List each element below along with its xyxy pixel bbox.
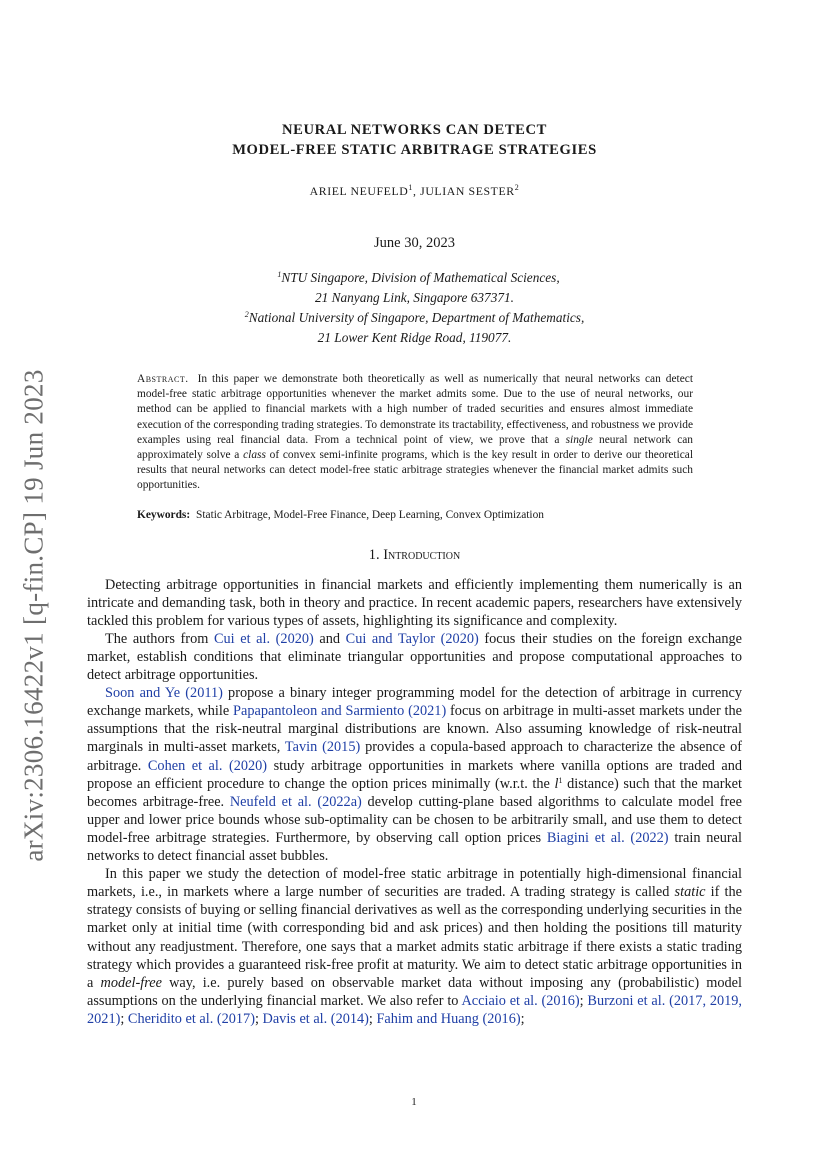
paragraph-text: train neural networks to detect financial asset bubbles. <box>87 829 742 865</box>
author-1: ARIEL NEUFELD <box>309 184 409 198</box>
citation-link[interactable]: Soon and Ye (2011) <box>105 685 223 702</box>
title-line-1: NEURAL NETWORKS CAN DETECT <box>282 122 547 138</box>
paragraph-text: ; <box>254 1010 263 1027</box>
citation-link[interactable]: Fahim and Huang (2016) <box>376 1010 521 1027</box>
citation-link[interactable]: Burzoni et al. (2017, 2019, 2021) <box>87 992 742 1027</box>
paragraph-text: focus their studies on the foreign exchange market, establish conditions that eliminate triangular opportunities and propose computational approaches to detect arbitrage opportunities. <box>87 630 742 684</box>
page-number: 1 <box>411 1096 417 1108</box>
abstract-label: Abstract. <box>137 373 189 385</box>
affiliation-1-text: NTU Singapore, Division of Mathematical Sciences, <box>281 270 560 285</box>
affiliation-1-line-2: 21 Nanyang Link, Singapore 637371. <box>315 290 514 305</box>
citation-link[interactable]: Cui and Taylor (2020) <box>345 630 479 647</box>
affiliation-1-mark: 1 <box>277 270 282 279</box>
paragraph-text: ; <box>579 992 588 1009</box>
emphasis-static: static <box>674 884 706 901</box>
paragraph-text: focus on arbitrage in multi-asset markets under the assumptions that the risk-neutral marginal distributions are known. Also assuming knowledge of risk-neutral marginals in multi-asset markets, <box>87 703 743 756</box>
keywords <box>137 509 693 521</box>
affiliation-2-line-2: 21 Lower Kent Ridge Road, 119077. <box>317 330 512 345</box>
paragraph-2 <box>87 630 742 684</box>
abstract-text-1: In this paper we demonstrate both theoretically as well as numerically that neural networks can detect model-free static arbitrage opportunities whenever the market admits some. Due to the use of neural networks, our method can be applied to financial markets with a high number of traded securities and ensures almost immediate execution of the corresponding trading strategies. To demonstrate its tractability, effectiveness, and robustness we provide examples using real financial data. From a technical point of view, we prove that a <box>137 373 693 446</box>
citation-link[interactable]: Cohen et al. (2020) <box>147 757 268 774</box>
keywords-text: Static Arbitrage, Model-Free Finance, Deep Learning, Convex Optimization <box>196 508 544 521</box>
citation-link[interactable]: Neufeld et al. (2022a) <box>229 793 362 810</box>
paragraph-1: Detecting arbitrage opportunities in financial markets and efficiently implementing them numerically is an intricate and demanding task, both in theory and practice. In recent academic papers, researchers have extensively tackled this problem for various types of assets, highlighting its significance and complexity. <box>87 576 742 629</box>
paper-date: June 30, 2023 <box>374 235 455 251</box>
paragraph-text: propose a binary integer programming model for the detection of arbitrage in currency exchange markets, while <box>87 685 742 720</box>
section-heading <box>87 547 742 564</box>
citation-link[interactable]: Papapantoleon and Sarmiento (2021) <box>233 703 447 720</box>
affiliation-2-line-1 <box>87 308 742 328</box>
citation-link[interactable]: Cheridito et al. (2017) <box>127 1010 255 1027</box>
paragraph-text: develop cutting-plane based algorithms to calculate model free upper and lower price bounds whose sub-optimality can be chosen to be arbitrarily small, and use them to detect model-free arbitrage strategies. Furthermore, by observing call option prices <box>87 793 742 846</box>
abstract-text-2: neural network can approximately solve a <box>137 433 694 462</box>
author-separator: , <box>413 184 421 198</box>
abstract-text-3: of convex semi-infinite programs, which is the key result in order to derive our theoretical results that neural networks can detect model-free static arbitrage strategies whenever the financial market admits such opportunities. <box>137 449 693 492</box>
intro-body <box>87 576 742 1028</box>
author-list <box>87 184 742 199</box>
paragraph-text: provides a copula-based approach to characterize the absence of arbitrage. <box>87 739 742 774</box>
citation-link[interactable]: Biagini et al. (2022) <box>546 829 669 846</box>
title-line-2: MODEL-FREE STATIC ARBITRAGE STRATEGIES <box>232 142 597 158</box>
math-l: l <box>554 775 559 792</box>
keywords-label: Keywords: <box>137 508 191 521</box>
abstract-em-class: class <box>243 449 266 462</box>
paragraph-text: way, i.e. purely based on observable market data without imposing any (probabilistic) model assumptions on the underlying financial market. We also refer to <box>87 974 743 1009</box>
affiliation-1-line-1 <box>91 268 746 288</box>
paragraph-text: study arbitrage opportunities in markets where vanilla options are traded and propose an efficient procedure to change the option prices minimally (w.r.t. the <box>87 757 742 792</box>
affiliations <box>87 268 742 348</box>
paragraph-3 <box>87 684 742 865</box>
paragraph-text: ; <box>120 1010 128 1027</box>
citation-link[interactable]: Tavin (2015) <box>284 739 361 756</box>
author-2-mark: 2 <box>514 183 520 192</box>
author-2: JULIAN SESTER <box>420 184 515 198</box>
paragraph-text: and <box>313 630 346 647</box>
paragraph-text: if the strategy consists of buying or selling financial derivatives as well as the corresponding underlying securities in the market only at initial time (with corresponding bid and ask prices) and then holding the positions till maturity without any readjustment. Therefore, one says that a market admits static arbitrage if there exists a static trading strategy which provides a guaranteed risk-free profit at maturity. We aim to detect static arbitrage opportunities in a <box>87 884 742 991</box>
paragraph-text: ; <box>520 1010 525 1027</box>
math-superscript: 1 <box>558 775 563 785</box>
abstract-em-single: single <box>565 433 593 446</box>
section-title: Introduction <box>383 546 461 563</box>
citation-link[interactable]: Acciaio et al. (2016) <box>461 992 580 1009</box>
paragraph-text: ; <box>368 1010 377 1027</box>
abstract <box>137 372 693 494</box>
paragraph-text: distance) such that the market becomes arbitrage-free. <box>87 775 742 810</box>
arxiv-identifier: arXiv:2306.16422v1 [q-fin.CP] 19 Jun 2023 <box>18 368 49 862</box>
paper-title <box>87 120 742 160</box>
paragraph-text: The authors from <box>105 630 214 647</box>
paper-page <box>87 120 742 1028</box>
citation-link[interactable]: Cui et al. (2020) <box>213 630 314 647</box>
affiliation-2-text: National University of Singapore, Department of Mathematics, <box>248 310 585 325</box>
arxiv-sidebar <box>18 360 50 870</box>
citation-link[interactable]: Davis et al. (2014) <box>262 1010 369 1027</box>
emphasis-model-free: model-free <box>100 974 162 991</box>
section-number: 1. <box>368 546 380 563</box>
author-1-mark: 1 <box>408 183 414 192</box>
paragraph-text: In this paper we study the detection of model-free static arbitrage in potentially high-dimensional financial markets, i.e., in markets where a large number of securities are traded. A trading strategy is called <box>87 866 742 901</box>
affiliation-2-mark: 2 <box>244 310 249 319</box>
paragraph-4 <box>87 865 742 1028</box>
